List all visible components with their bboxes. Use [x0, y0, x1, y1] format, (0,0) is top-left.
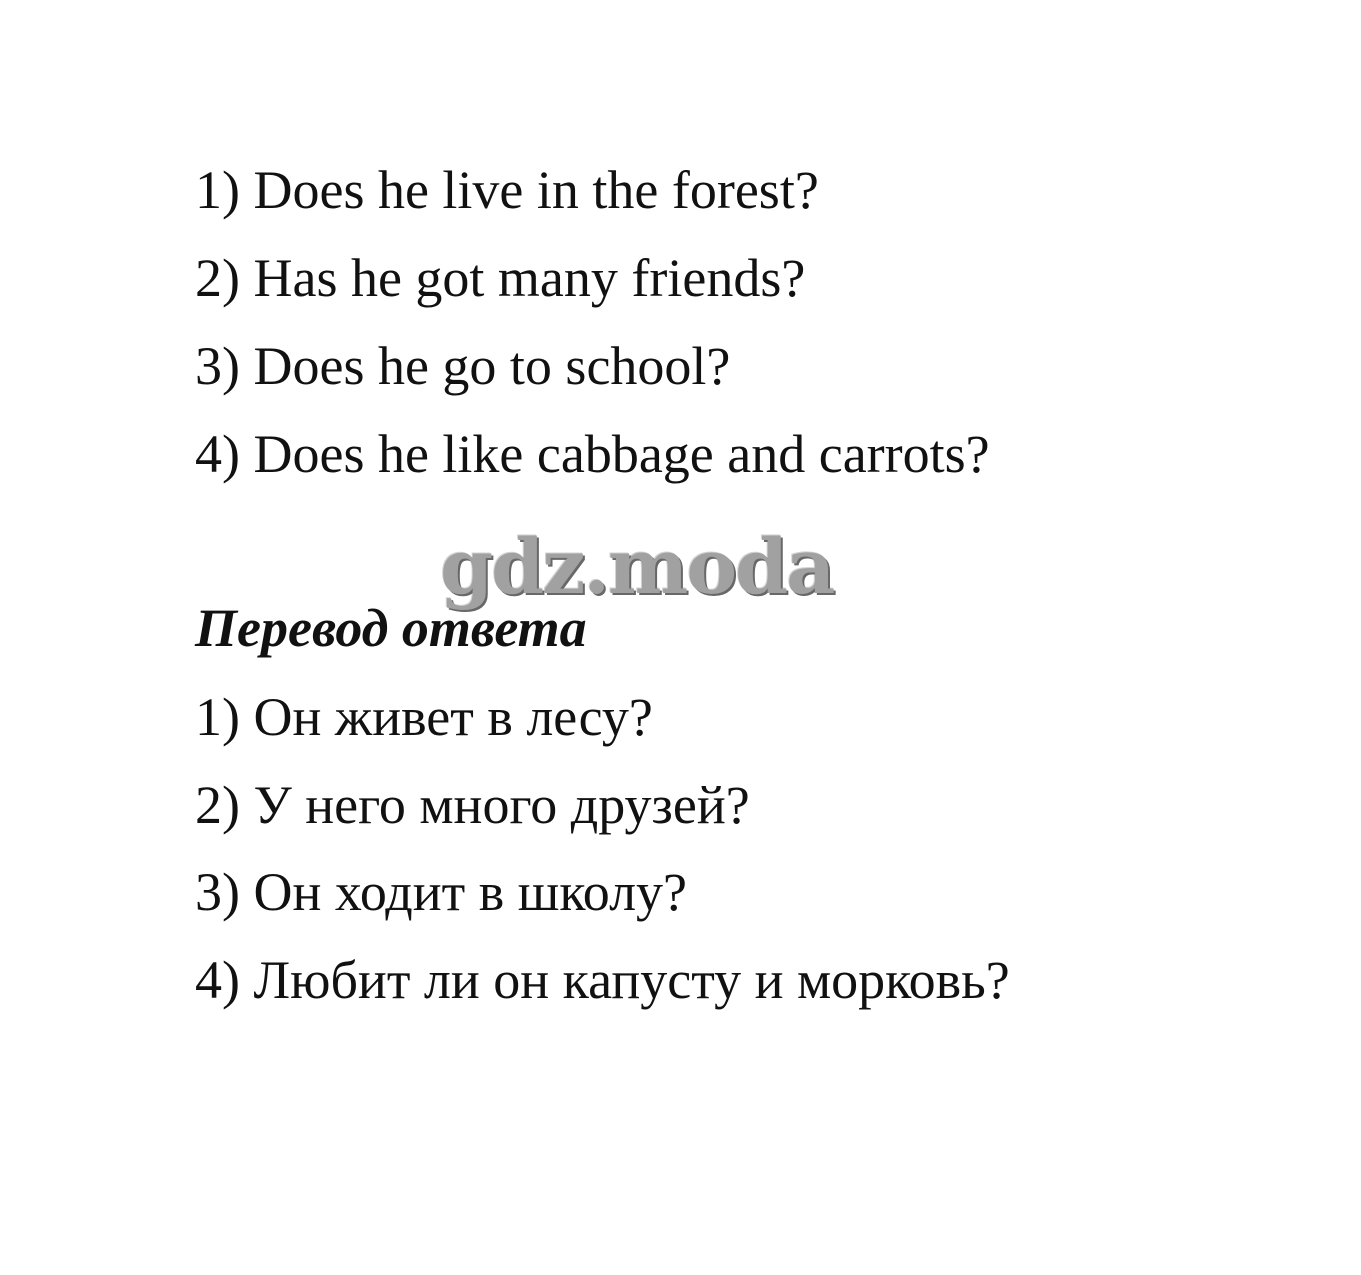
translation-heading: Перевод ответа — [195, 598, 587, 658]
english-question-4: 4) Does he like cabbage and carrots? — [195, 424, 990, 484]
russian-translation-3: 3) Он ходит в школу? — [195, 862, 688, 922]
russian-translation-2: 2) У него много друзей? — [195, 775, 750, 835]
english-question-2: 2) Has he got many friends? — [195, 248, 806, 308]
watermark-logo: gdz.moda — [440, 522, 834, 611]
russian-translation-4: 4) Любит ли он капусту и морковь? — [195, 950, 1010, 1010]
russian-translation-1: 1) Он живет в лесу? — [195, 687, 653, 747]
english-question-3: 3) Does he go to school? — [195, 336, 731, 396]
english-question-1: 1) Does he live in the forest? — [195, 160, 819, 220]
